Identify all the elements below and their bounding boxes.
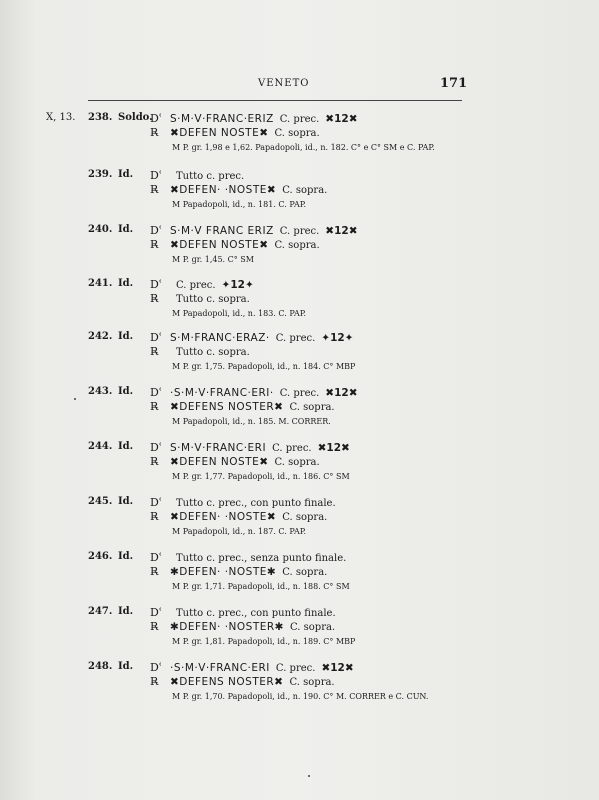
obverse-description: Tutto c. prec., senza punto finale. — [176, 553, 347, 564]
reverse-legend: ✖DEFENS NOSTER✖ — [170, 401, 284, 413]
obverse-line — [150, 551, 352, 564]
obverse-legend: S·M·V·FRANC·ERIZ — [170, 113, 274, 125]
reverse-description: C. sopra. — [289, 622, 336, 633]
reverse-symbol: R̶ — [150, 183, 159, 196]
reverse-symbol: R̶ — [150, 565, 159, 578]
print-speck — [74, 398, 76, 400]
reverse-legend: ✖DEFEN NOSTE✖ — [170, 239, 269, 251]
obverse-mark: ✖12✖ — [325, 387, 358, 399]
reverse-line — [150, 345, 256, 358]
reverse-line — [150, 400, 341, 413]
obverse-symbol: Dʿ — [150, 551, 163, 564]
entry-number: 245. — [88, 496, 113, 507]
reverse-legend: ✖DEFEN NOSTE✖ — [170, 127, 269, 139]
entry-metadata: M Papadopoli, id., n. 187. C. PAP. — [172, 527, 307, 536]
reverse-line — [150, 455, 326, 468]
entry-metadata: M P. gr. 1,98 e 1,62. Papadopoli, id., n. 182. C° e C° SM e C. PAP. — [172, 143, 435, 152]
reverse-symbol: R̶ — [150, 620, 159, 633]
reverse-description: C. sopra. — [282, 185, 328, 196]
reverse-line — [150, 510, 333, 523]
obverse-mark: ✖12✖ — [325, 113, 358, 125]
page-number: 171 — [440, 76, 468, 91]
reverse-line — [150, 183, 333, 196]
entry-number: 243. — [88, 386, 113, 397]
obverse-description: Tutto c. prec., con punto finale. — [176, 608, 336, 619]
obverse-line — [150, 169, 250, 182]
reverse-legend: ✖DEFEN· ·NOSTE✖ — [170, 184, 277, 196]
reverse-legend: ✱DEFEN· ·NOSTE✱ — [170, 566, 277, 578]
obverse-line — [150, 661, 354, 674]
denomination: Id. — [118, 386, 134, 397]
obverse-description: C. prec. — [272, 443, 312, 454]
obverse-symbol: Dʿ — [150, 112, 163, 125]
denomination: Id. — [118, 169, 134, 180]
obverse-description: C. prec. — [279, 114, 320, 125]
entry-metadata: M Papadopoli, id., n. 183. C. PAP. — [172, 309, 307, 318]
entry-metadata: M Papadopoli, id., n. 181. C. PAP. — [172, 200, 307, 209]
obverse-description: C. prec. — [279, 388, 320, 399]
obverse-symbol: Dʿ — [150, 496, 163, 509]
reverse-description: C. sopra. — [274, 128, 320, 139]
reverse-line — [150, 238, 326, 251]
obverse-legend: ·S·M·V·FRANC·ERI — [170, 662, 270, 674]
obverse-symbol: Dʿ — [150, 278, 163, 291]
reverse-legend: ✖DEFEN NOSTE✖ — [170, 456, 269, 468]
obverse-mark: ✖12✖ — [321, 662, 354, 674]
denomination: Soldo. — [118, 112, 153, 123]
page-header — [0, 78, 599, 98]
obverse-line — [150, 331, 353, 344]
denomination: Id. — [118, 606, 134, 617]
reverse-symbol: R̶ — [150, 126, 159, 139]
entry-metadata: M P. gr. 1,71. Papadopoli, id., n. 188. C° SM — [172, 582, 350, 591]
obverse-description: C. prec. — [279, 226, 320, 237]
denomination: Id. — [118, 551, 134, 562]
obverse-symbol: Dʿ — [150, 386, 163, 399]
obverse-symbol: Dʿ — [150, 224, 163, 237]
obverse-description: C. prec. — [275, 333, 316, 344]
entry-metadata: M P. gr. 1,77. Papadopoli, id., n. 186. C° SM — [172, 472, 350, 481]
obverse-description: C. prec. — [176, 280, 216, 291]
obverse-legend: S·M·FRANC·ERAZ· — [170, 332, 270, 344]
reverse-description: Tutto c. sopra. — [176, 294, 250, 305]
entry-number: 240. — [88, 224, 113, 235]
header-rule — [88, 100, 462, 101]
obverse-mark: ✦12✦ — [321, 332, 354, 344]
reverse-symbol: R̶ — [150, 510, 159, 523]
obverse-symbol: Dʿ — [150, 441, 163, 454]
obverse-symbol: Dʿ — [150, 661, 163, 674]
reverse-symbol: R̶ — [150, 292, 159, 305]
entry-metadata: M P. gr. 1,70. Papadopoli, id., n. 190. C° M. CORRER e C. CUN. — [172, 692, 429, 701]
obverse-mark: ✖12✖ — [317, 442, 350, 454]
entry-number: 246. — [88, 551, 113, 562]
denomination: Id. — [118, 441, 134, 452]
running-title: VENETO — [258, 78, 310, 89]
reverse-line — [150, 292, 256, 305]
obverse-line — [150, 224, 358, 237]
denomination: Id. — [118, 661, 134, 672]
reverse-description: C. sopra. — [274, 457, 320, 468]
reverse-line — [150, 620, 341, 633]
reverse-symbol: R̶ — [150, 675, 159, 688]
obverse-line — [150, 112, 358, 125]
entry-number: 242. — [88, 331, 113, 342]
denomination: Id. — [118, 331, 134, 342]
reverse-legend: ✖DEFENS NOSTER✖ — [170, 676, 284, 688]
obverse-line — [150, 606, 342, 619]
obverse-mark: ✦12✦ — [221, 279, 254, 291]
entry-metadata: M P. gr. 1,81. Papadopoli, id., n. 189. C° MBP — [172, 637, 356, 646]
reverse-symbol: R̶ — [150, 238, 159, 251]
entry-number: 248. — [88, 661, 113, 672]
reverse-symbol: R̶ — [150, 455, 159, 468]
reverse-description: C. sopra. — [289, 677, 335, 688]
reverse-description: C. sopra. — [289, 402, 335, 413]
reverse-legend: ✱DEFEN· ·NOSTER✱ — [170, 621, 284, 633]
reverse-symbol: R̶ — [150, 345, 159, 358]
reverse-line — [150, 126, 326, 139]
obverse-symbol: Dʿ — [150, 331, 163, 344]
entry-number: 247. — [88, 606, 113, 617]
obverse-description: Tutto c. prec. — [176, 171, 245, 182]
reverse-description: C. sopra. — [282, 567, 328, 578]
denomination: Id. — [118, 496, 134, 507]
obverse-mark: ✖12✖ — [325, 225, 358, 237]
entry-number: 239. — [88, 169, 113, 180]
reverse-legend: ✖DEFEN· ·NOSTE✖ — [170, 511, 277, 523]
denomination: Id. — [118, 224, 134, 235]
entry-number: 244. — [88, 441, 113, 452]
entry-metadata: M Papadopoli, id., n. 185. M. CORRER. — [172, 417, 331, 426]
obverse-line — [150, 441, 350, 454]
obverse-legend: ·S·M·V·FRANC·ERI· — [170, 387, 274, 399]
obverse-symbol: Dʿ — [150, 606, 163, 619]
reverse-line — [150, 675, 341, 688]
obverse-line — [150, 496, 342, 509]
obverse-description: Tutto c. prec., con punto finale. — [176, 498, 336, 509]
reverse-description: C. sopra. — [274, 240, 320, 251]
plate-reference: X, 13. — [46, 112, 76, 123]
reverse-description: C. sopra. — [282, 512, 328, 523]
entry-metadata: M P. gr. 1,45. C° SM — [172, 255, 254, 264]
entry-number: 238. — [88, 112, 113, 123]
reverse-description: Tutto c. sopra. — [176, 347, 250, 358]
reverse-symbol: R̶ — [150, 400, 159, 413]
obverse-symbol: Dʿ — [150, 169, 163, 182]
obverse-line — [150, 386, 358, 399]
obverse-legend: S·M·V·FRANC·ERI — [170, 442, 267, 454]
obverse-legend: S·M·V FRANC ERIZ — [170, 225, 274, 237]
entry-metadata: M P. gr. 1,75. Papadopoli, id., n. 184. C° MBP — [172, 362, 356, 371]
obverse-description: C. prec. — [275, 663, 316, 674]
denomination: Id. — [118, 278, 134, 289]
print-speck — [308, 775, 310, 777]
reverse-line — [150, 565, 333, 578]
obverse-line — [150, 278, 254, 291]
entry-number: 241. — [88, 278, 113, 289]
